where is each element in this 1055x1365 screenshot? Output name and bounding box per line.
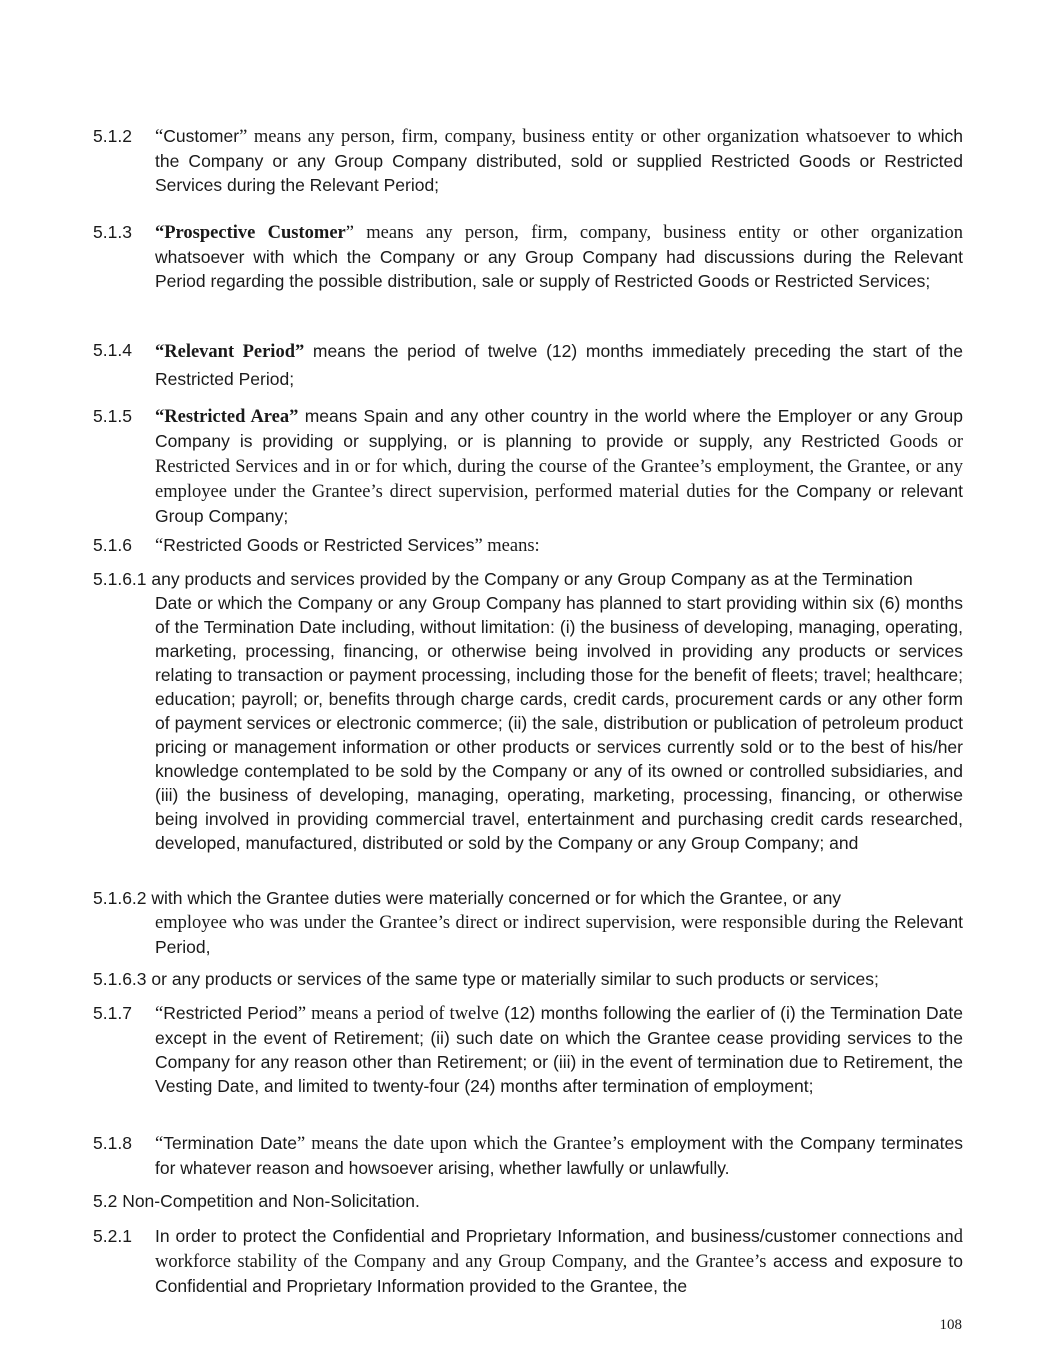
section-5-1-6-3 xyxy=(93,967,963,991)
section-number: 5.1.2 xyxy=(93,126,132,146)
section-number: 5.1.6.3 xyxy=(93,969,147,989)
section-number: 5.1.4 xyxy=(93,340,132,360)
defined-term: Customer xyxy=(163,126,240,146)
section-5-1-3 xyxy=(93,220,963,293)
section-text: employee who was under the Grantee’s direct or indirect supervision, were responsible during the Relevant Period, xyxy=(155,912,963,957)
defined-term: Restricted Period xyxy=(163,1003,298,1023)
defined-term: “Relevant Period” xyxy=(155,342,305,362)
section-text: In order to protect the Confidential and Proprietary Information, and business/customer connections and workforce stability of the Company and any Group Company, and the Grantee’s access and exposure to Confidential and Proprietary Information provided to the Grantee, the xyxy=(155,1226,963,1296)
section-first-line: 5.1.6.3 or any products or services of the same type or materially similar to such products or services; xyxy=(93,969,879,989)
section-text: “Restricted Area” means Spain and any other country in the world where the Employer or any Group Company is providing or supplying, or is planning to provide or supply, any Restricted Goods or Restricted Services and in or for which, during the course of the Grantee’s employment, the Grantee, or any employee under the Grantee’s direct supervision, performed material duties for the Company or relevant Group Company; xyxy=(155,406,963,526)
section-text: Date or which the Company or any Group Company has planned to start providing within six (6) months of the Termination Date including, without limitation: (i) the business of developing, managing, operating, marketing, processing, financing, or otherwise being involved in providing any products or services relating to transaction or payment processing, including those for the benefit of fleets; travel; healthcare; education; payroll; or, benefits through charge cards, credit cards, procurement cards or any other form of payment services or electronic commerce; (ii) the sale, distribution or publication of petroleum product pricing or management information or other products or services currently sold or to the best of his/her knowledge contemplated to be sold by the Company or any of its owned or controlled subsidiaries, and (iii) the business of developing, managing, operating, marketing, processing, financing, or otherwise being involved in providing commercial travel, entertainment and purchasing credit cards researched, developed, manufactured, distributed or sold by the Company or any Group Company; and xyxy=(155,593,963,853)
section-number: 5.1.7 xyxy=(93,1003,132,1023)
section-first-line: 5.1.6.1 any products and services provided by the Company or any Group Company as at the Termination xyxy=(93,569,913,589)
section-first-line: 5.1.6.2 with which the Grantee duties were materially concerned or for which the Grantee, or any xyxy=(93,888,842,908)
section-number: 5.1.3 xyxy=(93,222,132,242)
section-text: “Relevant Period” means the period of twelve (12) months immediately preceding the start of the Restricted Period; xyxy=(155,341,963,389)
defined-term: Restricted Goods or Restricted Services xyxy=(163,535,475,555)
section-heading: 5.2 Non-Competition and Non-Solicitation. xyxy=(93,1191,420,1211)
section-5-2-heading xyxy=(93,1189,963,1213)
section-text: “Restricted Goods or Restricted Services” means: xyxy=(155,535,540,556)
page-number: 108 xyxy=(939,1317,962,1333)
section-number: 5.1.6.1 xyxy=(93,569,147,589)
section-text: “Prospective Customer” means any person, firm, company, business entity or other organization whatsoever with which the Company or any Group Company had discussions during the Relevant Period regarding the possible distribution, sale or supply of Restricted Goods or Restricted Services; xyxy=(155,223,963,291)
section-5-1-7 xyxy=(93,1001,963,1098)
section-number: 5.1.6.2 xyxy=(93,888,147,908)
section-text: “Customer” means any person, firm, company, business entity or other organization whatsoever to which the Company or any Group Company distributed, sold or supplied Restricted Goods or Restricted Services during the Relevant Period; xyxy=(155,126,963,195)
section-5-1-8 xyxy=(93,1131,963,1180)
defined-term: “Restricted Area” xyxy=(155,407,299,427)
section-5-1-5 xyxy=(93,404,963,528)
section-number: 5.1.6 xyxy=(93,535,132,555)
section-5-2-1 xyxy=(93,1224,963,1298)
section-number: 5.1.5 xyxy=(93,406,132,426)
section-5-1-6-2 xyxy=(93,886,963,959)
section-text: “Restricted Period” means a period of twelve (12) months following the earlier of (i) the Termination Date except in the event of Retirement; (ii) such date on which the Grantee cease providing services to the Company for any reason other than Retirement; or (iii) in the event of termination due to Retirement, the Vesting Date, and limited to twenty-four (24) months after termination of employment; xyxy=(155,1003,963,1096)
section-number: 5.2.1 xyxy=(93,1226,132,1246)
defined-term: Termination Date xyxy=(163,1133,297,1153)
section-number: 5.1.8 xyxy=(93,1133,132,1153)
section-5-1-2 xyxy=(93,124,963,197)
section-5-1-4 xyxy=(93,338,963,393)
defined-term: “Prospective Customer xyxy=(155,223,346,243)
section-text: “Termination Date” means the date upon which the Grantee’s employment with the Company terminates for whatever reason and howsoever arising, whether lawfully or unlawfully. xyxy=(155,1133,963,1178)
section-5-1-6-1 xyxy=(93,567,963,855)
section-5-1-6 xyxy=(93,533,963,558)
